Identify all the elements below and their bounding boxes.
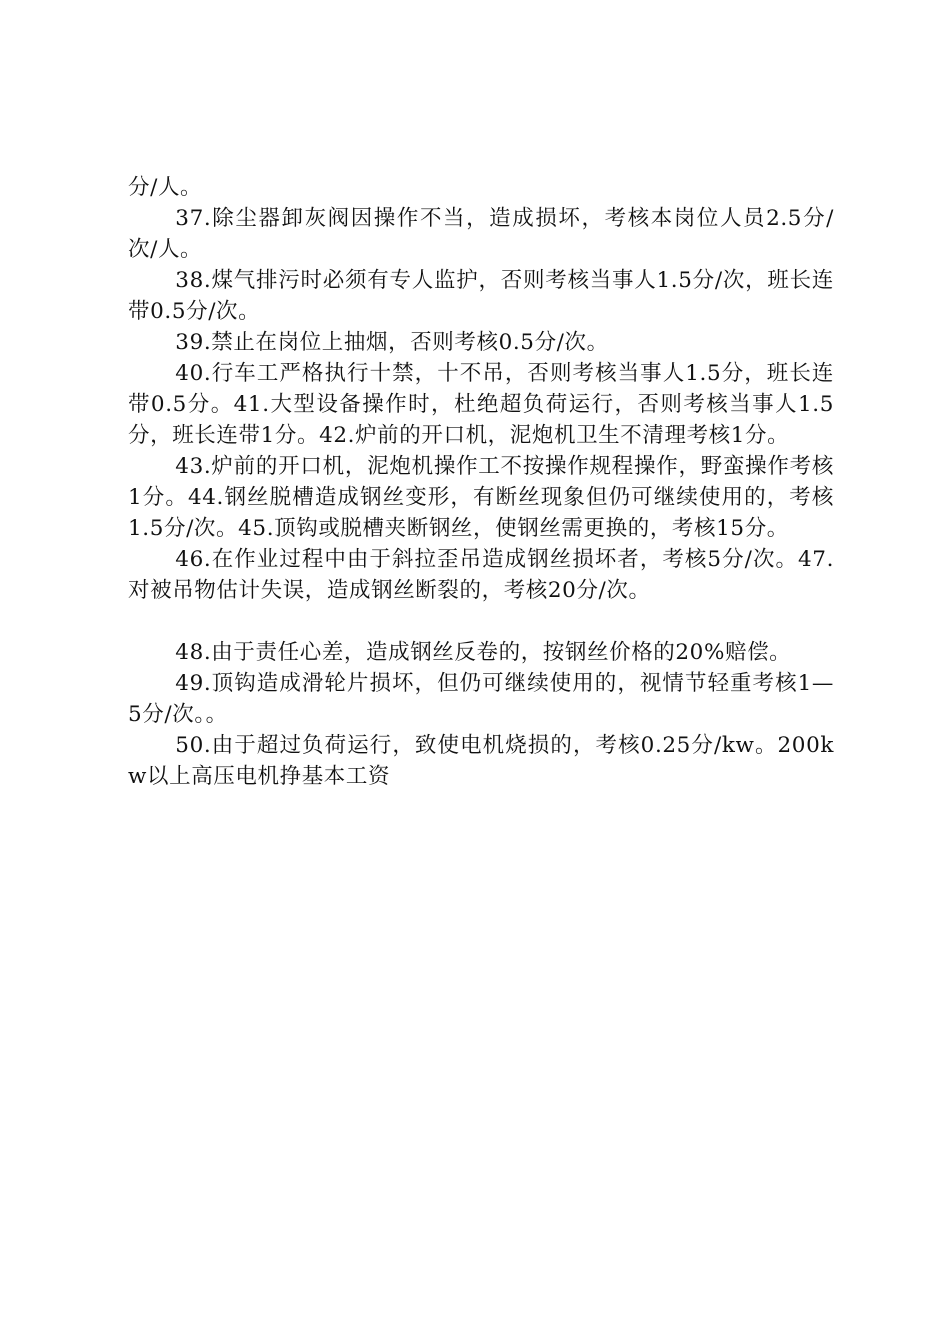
paragraph-46-47: 46.在作业过程中由于斜拉歪吊造成钢丝损坏者，考核5分/次。47.对被吊物估计失误，造成钢丝断裂的，考核20分/次。 (128, 547, 834, 603)
paragraph-40-42: 40.行车工严格执行十禁，十不吊，否则考核当事人1.5分，班长连带0.5分。41.大型设备操作时，杜绝超负荷运行，否则考核当事人1.5分，班长连带1分。42.炉前的开口机，泥炮机卫生不清理考核1分。 (128, 361, 834, 448)
paragraph-39: 39.禁止在岗位上抽烟，否则考核0.5分/次。 (175, 330, 609, 355)
paragraph-43-45: 43.炉前的开口机，泥炮机操作工不按操作规程操作，野蛮操作考核1分。44.钢丝脱槽造成钢丝变形，有断丝现象但仍可继续使用的，考核1.5分/次。45.顶钩或脱槽夹断钢丝，使钢丝需更换的，考核15分。 (128, 454, 834, 541)
paragraph-37: 37.除尘器卸灰阀因操作不当，造成损坏，考核本岗位人员2.5分/次/人。 (128, 206, 834, 262)
paragraph-50: 50.由于超过负荷运行，致使电机烧损的，考核0.25分/kw。200kw以上高压电机挣基本工资 (128, 733, 834, 789)
document-page (128, 172, 834, 792)
paragraph-38: 38.煤气排污时必须有专人监护，否则考核当事人1.5分/次，班长连带0.5分/次。 (128, 268, 834, 324)
paragraph-continuation: 分/人。 (128, 175, 203, 200)
paragraph-48: 48.由于责任心差，造成钢丝反卷的，按钢丝价格的20%赔偿。 (175, 640, 792, 665)
paragraph-49: 49.顶钩造成滑轮片损坏，但仍可继续使用的，视情节轻重考核1—5分/次。。 (128, 671, 834, 727)
